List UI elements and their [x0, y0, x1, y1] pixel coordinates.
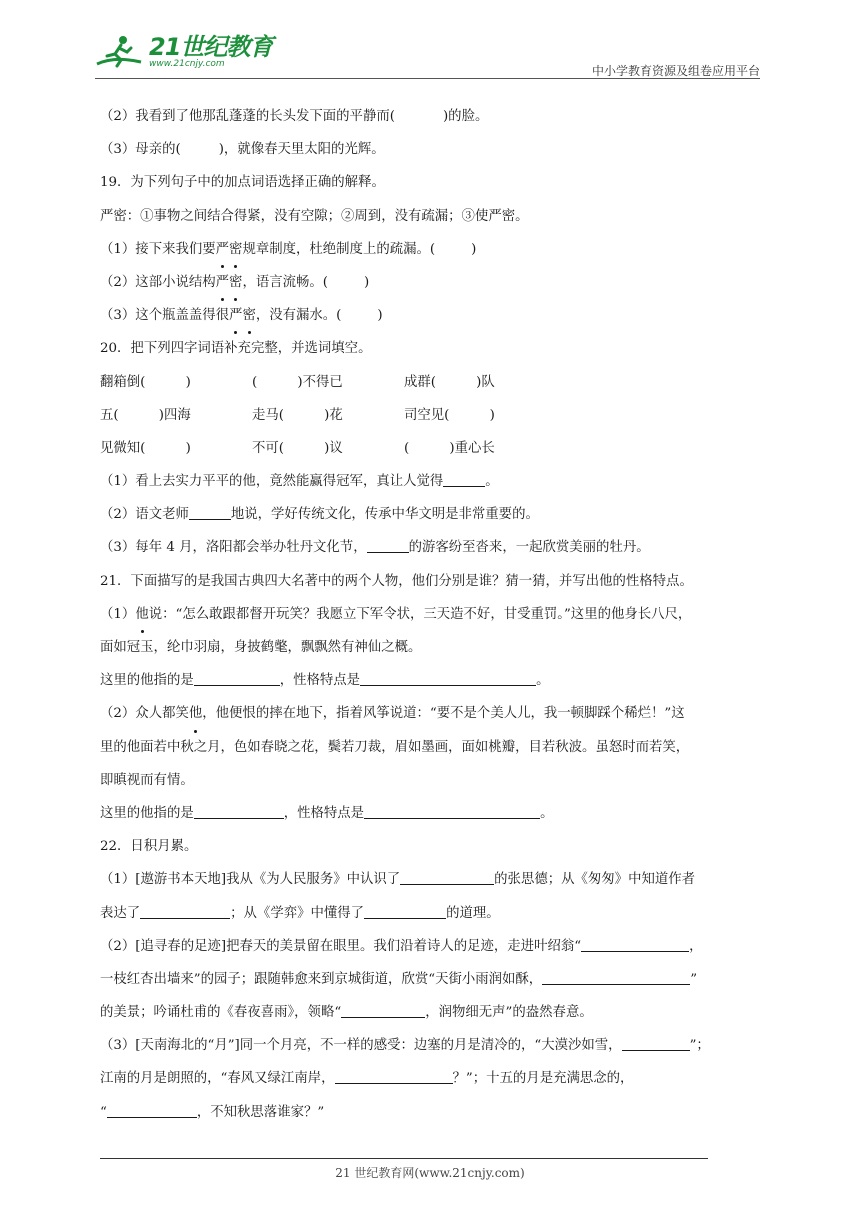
- answer-blank[interactable]: [194, 670, 280, 686]
- answer-blank[interactable]: [542, 969, 690, 985]
- dotted-char: 严: [229, 299, 242, 332]
- q22-part-1-line-2: 表达了 ；从《学弈》中懂得了 的道理。: [100, 897, 760, 930]
- q20-sentence-1: （1）看上去实力平平的他，竟然能赢得冠军，真让人觉得 。: [100, 465, 760, 498]
- idiom-cell: 司空见( ): [404, 407, 495, 423]
- q18-item-3: （3）母亲的( )，就像春天里太阳的光辉。: [100, 142, 385, 158]
- header-divider: [95, 78, 760, 79]
- idiom-cell: 五( )四海: [100, 407, 191, 423]
- answer-blank[interactable]: [622, 1035, 690, 1051]
- answer-blank[interactable]: [443, 471, 485, 487]
- answer-blank[interactable]: [400, 869, 494, 885]
- idiom-cell: 走马( )花: [252, 407, 343, 423]
- idiom-cell: 见微知( ): [100, 440, 191, 456]
- q22-part-3-line-3: “ ，不知秋思落谁家？”: [100, 1096, 760, 1129]
- q22-part-2-line-2: 一枝红杏出墙来”的园子；跟随韩愈来到京城街道，欣赏“天街小雨润如酥， ”: [100, 963, 760, 996]
- idiom-cell: 不可( )议: [252, 440, 343, 456]
- platform-name: 中小学教育资源及组卷应用平台: [591, 64, 760, 78]
- q20-title: 20．把下列四字词语补充完整，并选词填空。: [100, 341, 372, 357]
- answer-blank[interactable]: [189, 504, 231, 520]
- answer-blank[interactable]: [107, 1102, 197, 1118]
- q22-part-2-line-3: 的美景；吟诵杜甫的《春夜喜雨》，领略“ ，润物细无声”的盎然春意。: [100, 996, 760, 1029]
- answer-blank[interactable]: [335, 1068, 453, 1084]
- q21-passage-1-line-2: 面如冠玉，纶巾羽扇，身披鹤氅，飘飘然有神仙之概。: [100, 640, 422, 655]
- q20-sentence-2: （2）语文老师 地说，学好传统文化，传承中华文明是非常重要的。: [100, 498, 760, 531]
- q22-title: 22．日积月累。: [100, 839, 198, 855]
- q21-passage-2-line-2: 里的他面若中秋之月，色如春晓之花，鬓若刀裁，眉如墨画，面如桃瓣，目若秋波。虽怒时而若笑，: [100, 739, 690, 755]
- page-footer: 21 世纪教育网(www.21cnjy.com): [335, 1166, 525, 1180]
- q21-passage-1-line-1: （1）他说：“怎么敢跟都督开玩笑？我愿立下军令状，三天造不好，甘受重罚。”这里的他身长八尺，: [100, 598, 760, 631]
- q21-answer-1: 这里的他指的是 ，性格特点是 。: [100, 664, 760, 697]
- q19-item-3: （3）这个瓶盖盖得很严密，没有漏水。( ): [100, 299, 760, 332]
- dotted-char: 严: [216, 233, 229, 266]
- dotted-char: 密: [229, 266, 242, 299]
- dotted-char: 他: [189, 697, 202, 730]
- footer-divider: [100, 1158, 708, 1159]
- q19-item-2: （2）这部小说结构严密，语言流畅。( ): [100, 266, 760, 299]
- idiom-cell: ( )重心长: [404, 440, 495, 456]
- dotted-char: 严: [216, 266, 229, 299]
- q21-passage-2-line-3: 即瞋视而有情。: [100, 772, 194, 788]
- answer-blank[interactable]: [364, 803, 540, 819]
- dotted-char: 密: [242, 299, 255, 332]
- q18-item-2: （2）我看到了他那乱蓬蓬的长头发下面的平静而( )的脸。: [100, 109, 489, 124]
- page-header: [95, 30, 760, 80]
- q19-definition: 严密：①事物之间结合得紧，没有空隙；②周到，没有疏漏；③使严密。: [100, 208, 529, 224]
- q22-part-3-line-2: 江南的月是朗照的，“春风又绿江南岸， ？”；十五的月是充满思念的，: [100, 1062, 760, 1095]
- logo-title: 21世纪教育: [149, 33, 273, 61]
- idiom-row-3: [100, 432, 760, 465]
- logo-url: www.21cnjy.com: [149, 59, 225, 69]
- q19-item-1: （1）接下来我们要严密规章制度，杜绝制度上的疏漏。( ): [100, 233, 760, 266]
- answer-blank[interactable]: [194, 803, 284, 819]
- dotted-char: 他: [135, 598, 148, 631]
- q22-part-3-line-1: （3）[天南海北的“月”]同一个月亮，不一样的感受：边塞的月是清冷的，“大漠沙如雪， ”；: [100, 1029, 760, 1062]
- worksheet-body: [100, 100, 760, 1129]
- answer-blank[interactable]: [581, 936, 689, 952]
- dotted-char: 密: [229, 233, 242, 266]
- idiom-cell: 成群( )队: [404, 374, 495, 390]
- idiom-row-2: [100, 399, 760, 432]
- q22-part-2-line-1: （2）[追寻春的足迹]把春天的美景留在眼里。我们沿着诗人的足迹，走进叶绍翁“ ，: [100, 930, 760, 963]
- idiom-cell: 翻箱倒( ): [100, 374, 191, 390]
- answer-blank[interactable]: [140, 903, 230, 919]
- q21-answer-2: 这里的他指的是 ，性格特点是 。: [100, 797, 760, 830]
- answer-blank[interactable]: [341, 1002, 425, 1018]
- idiom-row-1: [100, 366, 760, 399]
- q19-title: 19．为下列句子中的加点词语选择正确的解释。: [100, 175, 385, 191]
- idiom-cell: ( )不得已: [252, 374, 343, 390]
- q21-title: 21．下面描写的是我国古典四大名著中的两个人物，他们分别是谁？猜一猜，并写出他的性格特点。: [100, 573, 693, 589]
- q21-passage-2-line-1: （2）众人都笑他，他便恨的摔在地下，指着风筝说道：“要不是个美人儿，我一顿脚踩个稀烂！”这: [100, 697, 760, 730]
- q22-part-1-line-1: （1）[遨游书本天地]我从《为人民服务》中认识了 的张思德；从《匆匆》中知道作者: [100, 863, 760, 896]
- answer-blank[interactable]: [360, 670, 536, 686]
- answer-blank[interactable]: [364, 903, 446, 919]
- q20-sentence-3: （3）每年 4 月，洛阳都会举办牡丹文化节， 的游客纷至沓来，一起欣赏美丽的牡丹。: [100, 531, 760, 564]
- runner-logo-icon: [95, 34, 145, 70]
- answer-blank[interactable]: [367, 537, 409, 553]
- site-logo: [95, 34, 272, 70]
